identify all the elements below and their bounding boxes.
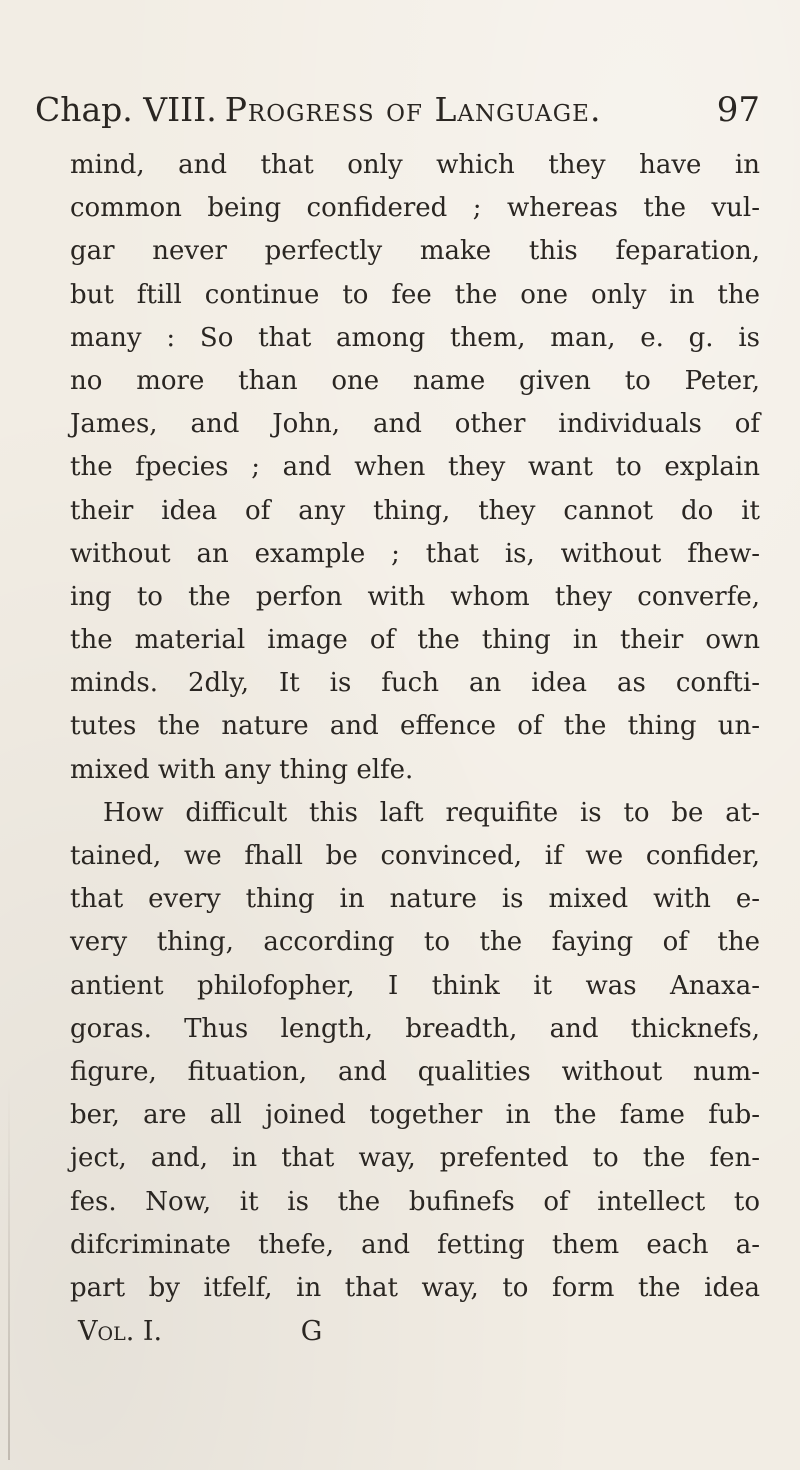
text-line: ject, and, in that way, prefented to the fen- (70, 1143, 760, 1174)
text-line: common being confidered ; whereas the vul- (70, 193, 760, 224)
text-line: but ftill continue to fee the one only in the (70, 279, 760, 310)
text-line: mixed with any thing elfe. (70, 754, 414, 785)
text-line: without an example ; that is, without fhew- (70, 538, 760, 569)
signature-mark: G (300, 1316, 323, 1348)
text-line: no more than one name given to Peter, (70, 365, 760, 396)
text-line: tutes the nature and effence of the thing un- (70, 711, 760, 742)
text-line: fes. Now, it is the bufinefs of intellect to (70, 1186, 760, 1217)
text-line: James, and John, and other individuals of (70, 409, 760, 440)
text-line: mind, and that only which they have in (70, 150, 760, 180)
volume-label: Vol. I. (78, 1316, 163, 1348)
running-head (35, 85, 775, 135)
text-line: tained, we fhall be convinced, if we confider, (70, 841, 760, 871)
text-line: the material image of the thing in their own (70, 625, 760, 656)
text-line: that every thing in nature is mixed with e- (70, 884, 760, 915)
text-line: their idea of any thing, they cannot do it (70, 495, 760, 526)
text-line: goras. Thus length, breadth, and thicknefs, (70, 1013, 760, 1044)
page-number: 97 (716, 90, 760, 130)
chapter-label: Chap. VIII. (35, 90, 217, 129)
text-line: difcriminate thefe, and fetting them each a- (70, 1229, 760, 1260)
text-line: ber, are all joined together in the fame fub- (70, 1100, 760, 1131)
signature-line (70, 1310, 760, 1353)
text-line: gar never perfectly make this feparation, (70, 236, 760, 267)
body-text (70, 144, 760, 1353)
text-line: minds. 2dly, It is fuch an idea as confti- (70, 668, 760, 699)
text-line: many : So that among them, man, e. g. is (70, 322, 760, 353)
text-line: How difficult this laft requifite is to be at- (103, 797, 760, 828)
text-line: antient philofopher, I think it was Anaxa- (70, 970, 760, 1001)
chapter-title: Progress of Language. (224, 90, 602, 129)
gutter-shadow (8, 1080, 10, 1460)
text-line: figure, fituation, and qualities without num- (70, 1056, 760, 1087)
text-line: part by itfelf, in that way, to form the idea (70, 1272, 760, 1303)
text-line: very thing, according to the faying of the (70, 927, 760, 958)
text-line: the fpecies ; and when they want to explain (70, 452, 760, 483)
text-line: ing to the perfon with whom they converfe, (70, 581, 760, 612)
